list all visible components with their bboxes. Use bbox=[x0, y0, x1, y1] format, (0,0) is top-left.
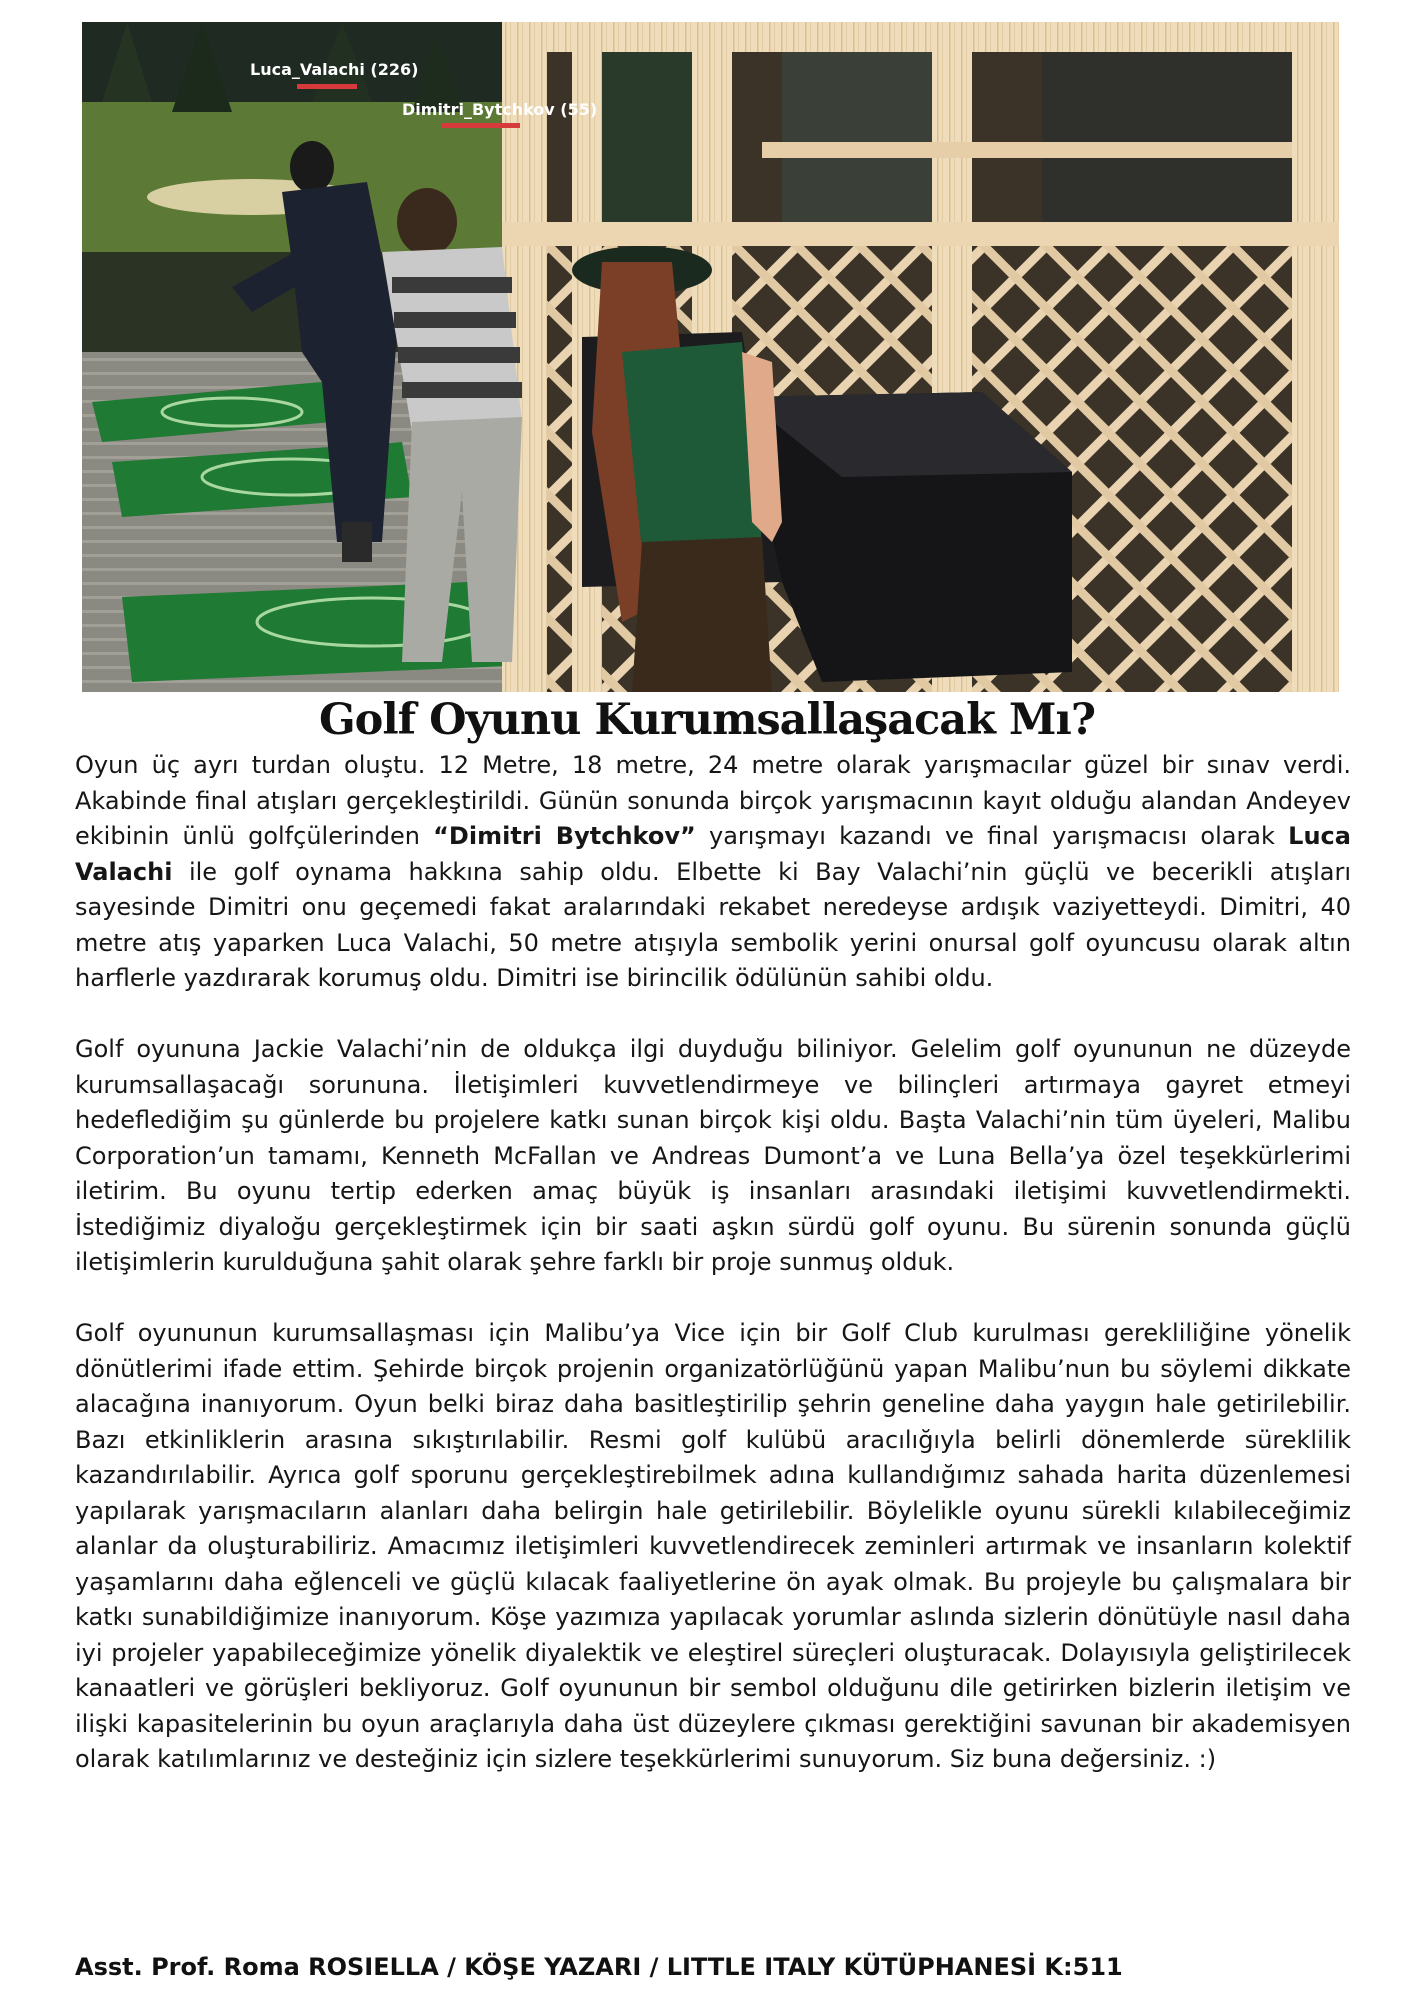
paragraph-2: Golf oyununa Jackie Valachi’nin de oldukça ilgi duyduğu biliniyor. Gelelim golf oyununun ne düzeyde kurumsallaşacağı sorununa. İletişimleri kuvvetlendirmeye ve bilinçleri artırmaya gayret etmeyi hedeflediğim şu günlerde bu projelere katkı sunan birçok kişi oldu. Başta Valachi’nin tüm üyeleri, Malibu Corporation’un tamamı, Kenneth McFallan ve Andreas Dumont’a ve Luna Bella’ya özel teşekkürlerimi iletirim. Bu oyunu tertip ederken amaç büyük iş insanları arasındaki iletişimi kuvvetlendirmekti. İstediğimiz diyaloğu gerçekleştirmek için bir saati aşkın sürdü golf oyunu. Bu sürenin sonunda güçlü iletişimlerin kurulduğuna şahit olarak şehre farklı bir proje sunmuş olduk. bbox=[75, 1035, 1351, 1276]
svg-text:Luca_Valachi (226): Luca_Valachi (226) bbox=[250, 60, 419, 79]
highlight-dimitri-bytchkov: “Dimitri Bytchkov” bbox=[433, 822, 696, 850]
paragraph-1-part-1: Oyun üç ayrı turdan oluştu. 12 Metre, 18 metre, 24 metre olarak yarışmacılar güzel bir sınav verdi. Akabinde final atışları gerçekleştirildi. Günün sonunda birçok yarışmacının kayıt olduğu alandan Andeyev ekibinin ünlü golfçülerinden bbox=[75, 751, 1351, 850]
article-headline: Golf Oyunu Kurumsallaşacak Mı? bbox=[318, 695, 1096, 745]
svg-text:Dimitri_Bytchkov (55): Dimitri_Bytchkov (55) bbox=[402, 100, 598, 119]
highlight-luca-valachi: Luca Valachi bbox=[75, 822, 1351, 886]
paragraph-1-part-3: ile golf oynama hakkına sahip oldu. Elbette ki Bay Valachi’nin güçlü ve becerikli atışları sayesinde Dimitri onu geçemedi fakat aralarındaki rekabet neredeyse ardışık vaziyetteydi. Dimitri, 40 metre atış yaparken Luca Valachi, 50 metre atışıyla sembolik yerini onursal golf oyuncusu olarak altın harflerle yazdırarak korumuş oldu. Dimitri ise birincilik ödülünün sahibi oldu. bbox=[75, 857, 1351, 992]
article-body bbox=[75, 748, 1351, 1778]
paragraph-1-part-2: yarışmayı kazandı ve final yarışmacısı olarak bbox=[708, 822, 1275, 850]
author-byline: Asst. Prof. Roma ROSIELLA / KÖŞE YAZARI / LITTLE ITALY KÜTÜPHANESİ K:511 bbox=[75, 1953, 1123, 1981]
game-screenshot bbox=[82, 22, 1339, 692]
paragraph-1 bbox=[75, 748, 1351, 997]
paragraph-3: Golf oyununun kurumsallaşması için Malibu’ya Vice için bir Golf Club kurulması gerekliliğine yönelik dönütlerimi ifade ettim. Şehirde birçok projenin organizatörlüğünü yapan Malibu’nun bu söylemi dikkate alacağına inanıyorum. Oyun belki biraz daha basitleştirilip şehrin geneline daha yaygın hale getirilebilir. Bazı etkinliklerin arasına sıkıştırılabilir. Resmi golf kulübü aracılığıyla belirli dönemlerde süreklilik kazandırılabilir. Ayrıca golf sporunu gerçekleştirebilmek adına kullandığımız sahada harita düzenlemesi yapılarak yarışmacıların alanları daha belirgin hale getirilebilir. Böylelikle oyunu sürekli kılabileceğimiz alanlar da oluşturabiliriz. Amacımız iletişimleri kuvvetlendirecek zeminleri artırmak ve insanların kolektif yaşamlarını daha eğlenceli ve güçlü kılacak faaliyetlerine ön ayak olmak. Bu projeyle bu çalışmalara bir katkı sunabildiğimize inanıyorum. Köşe yazımıza yapılacak yorumlar aslında sizlerin dönütüyle nasıl daha iyi projeler yapabileceğimize yönelik diyalektik ve eleştirel süreçleri oluşturacak. Dolayısıyla geliştirilecek kanaatleri ve görüşleri bekliyoruz. Golf oyununun bir sembol olduğunu dile getirirken bizlerin iletişim ve ilişki kapasitelerinin bu oyun araçlarıyla daha üst düzeylere çıkması gerektiğini savunan bir akademisyen olarak katılımlarınız ve desteğiniz için sizlere teşekkürlerimi sunuyorum. Siz buna değersiniz. :) bbox=[75, 1319, 1351, 1773]
